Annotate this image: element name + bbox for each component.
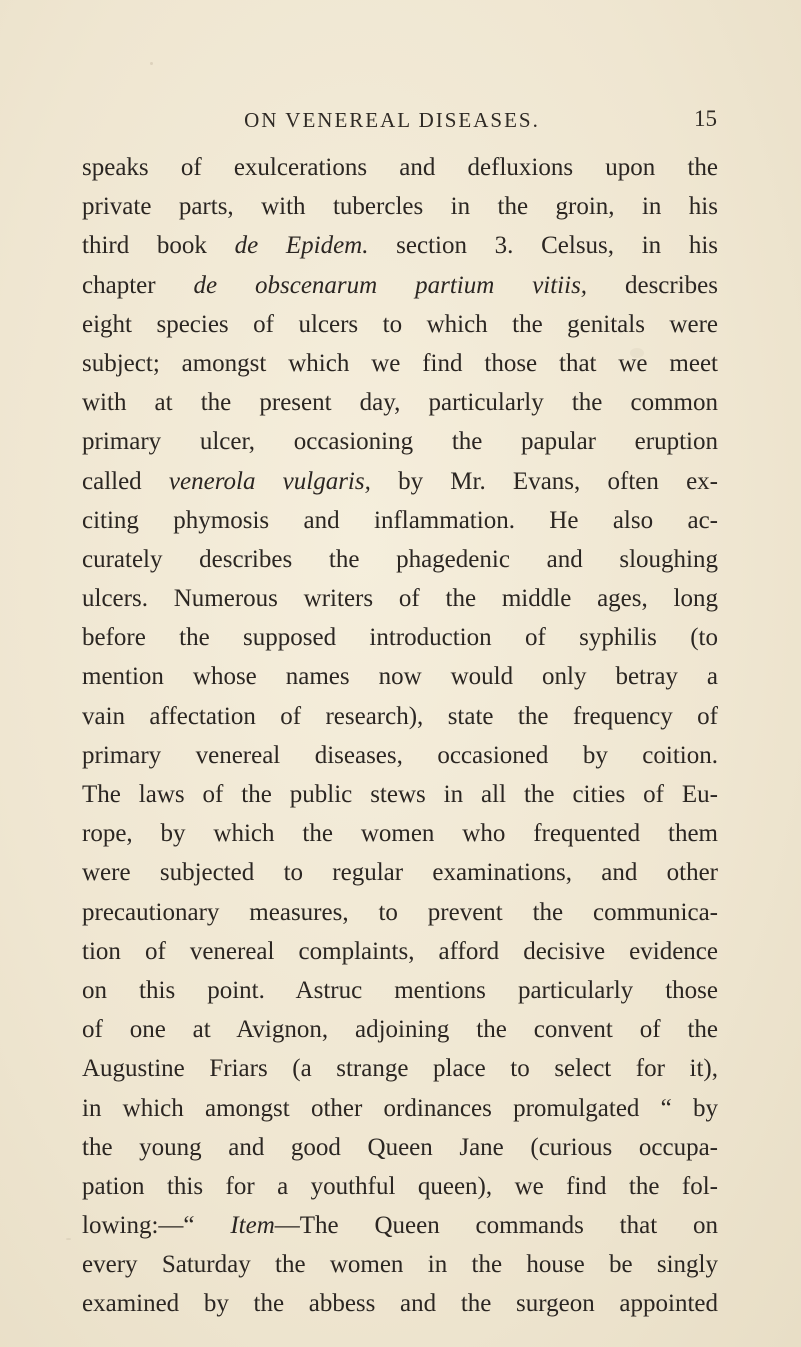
text-line — [82, 540, 718, 579]
text-line — [82, 226, 718, 265]
text-line — [82, 1089, 718, 1128]
text-line — [82, 893, 718, 932]
text-line — [82, 618, 718, 657]
running-head: ON VENEREAL DISEASES. — [244, 108, 540, 132]
text-line — [82, 579, 718, 618]
text-run: —The Queen commands that on — [274, 1212, 718, 1240]
text-run: primary venereal diseases, occasioned by coition. — [82, 741, 718, 769]
text-run: Augustine Friars (a strange place to select for it), — [82, 1055, 718, 1083]
text-line — [82, 971, 718, 1010]
page-number: 15 — [694, 106, 717, 131]
text-run: ulcers. Numerous writers of the middle ages, long — [82, 585, 718, 613]
text-run: describes — [587, 271, 718, 299]
text-run: lowing:—“ — [82, 1212, 231, 1240]
text-line — [82, 736, 718, 775]
text-line — [82, 1049, 718, 1088]
text-run: of one at Avignon, adjoining the convent of the — [82, 1016, 718, 1044]
text-run: were subjected to regular examinations, and other — [82, 859, 718, 887]
text-run: curately describes the phagedenic and sloughing — [82, 545, 718, 573]
text-run: on this point. Astruc mentions particularly those — [82, 976, 718, 1004]
text-run: called — [82, 467, 169, 495]
text-line — [82, 501, 718, 540]
text-line — [82, 1010, 718, 1049]
text-run: by Mr. Evans, often ex- — [370, 467, 719, 495]
text-run: third book — [82, 232, 235, 260]
text-run: in which amongst other ordinances promulgated “ by — [82, 1094, 718, 1122]
text-run: the young and good Queen Jane (curious occupa- — [82, 1133, 718, 1161]
text-line — [82, 853, 718, 892]
text-line — [82, 1284, 718, 1323]
text-run: pation this for a youthful queen), we find the fol- — [82, 1172, 718, 1200]
text-run: subject; amongst which we find those that we meet — [82, 349, 718, 377]
text-line — [82, 462, 718, 501]
text-run: rope, by which the women who frequented them — [82, 820, 718, 848]
text-run: precautionary measures, to prevent the communica- — [82, 898, 718, 926]
text-line — [82, 266, 718, 305]
text-line — [82, 1245, 718, 1284]
text-run: tion of venereal complaints, afford decisive evidence — [82, 937, 718, 965]
text-line — [82, 657, 718, 696]
text-run: citing phymosis and inflammation. He also ac- — [82, 506, 718, 534]
text-run: mention whose names now would only betray a — [82, 663, 718, 691]
text-run: section 3. Celsus, in his — [368, 232, 719, 260]
text-line — [82, 697, 718, 736]
text-line — [82, 148, 718, 187]
text-line — [82, 305, 718, 344]
text-run: primary ulcer, occasioning the papular eruption — [82, 428, 718, 456]
text-run: every Saturday the women in the house be singly — [82, 1251, 718, 1279]
italic-text: venerola vulgaris, — [168, 467, 371, 495]
text-line — [82, 1128, 718, 1167]
text-line — [82, 814, 718, 853]
text-line — [82, 383, 718, 422]
text-line — [82, 1206, 718, 1245]
text-line — [82, 932, 718, 971]
text-run: with at the present day, particularly the common — [82, 389, 718, 417]
text-run: chapter — [82, 271, 194, 299]
italic-text: de obscenarum partium vitiis, — [193, 271, 588, 299]
paper-speck — [630, 348, 644, 358]
text-line — [82, 1167, 718, 1206]
body-text — [82, 148, 718, 1324]
text-line — [82, 344, 718, 383]
text-run: vain affectation of research), state the frequency of — [82, 702, 718, 730]
text-run: private parts, with tubercles in the groin, in his — [82, 193, 718, 221]
text-line — [82, 187, 718, 226]
paper-speck — [66, 1238, 71, 1240]
italic-text: Item — [230, 1212, 275, 1240]
paper-speck — [150, 62, 153, 65]
text-run: before the supposed introduction of syphilis (to — [82, 624, 718, 652]
text-run: The laws of the public stews in all the cities of Eu- — [82, 781, 718, 808]
text-run: eight species of ulcers to which the genitals were — [82, 310, 718, 338]
text-line — [82, 422, 718, 461]
italic-text: de Epidem. — [234, 232, 369, 260]
text-run: examined by the abbess and the surgeon appointed — [82, 1290, 718, 1318]
text-run: speaks of exulcerations and defluxions upon the — [82, 154, 718, 181]
text-line — [82, 775, 718, 814]
